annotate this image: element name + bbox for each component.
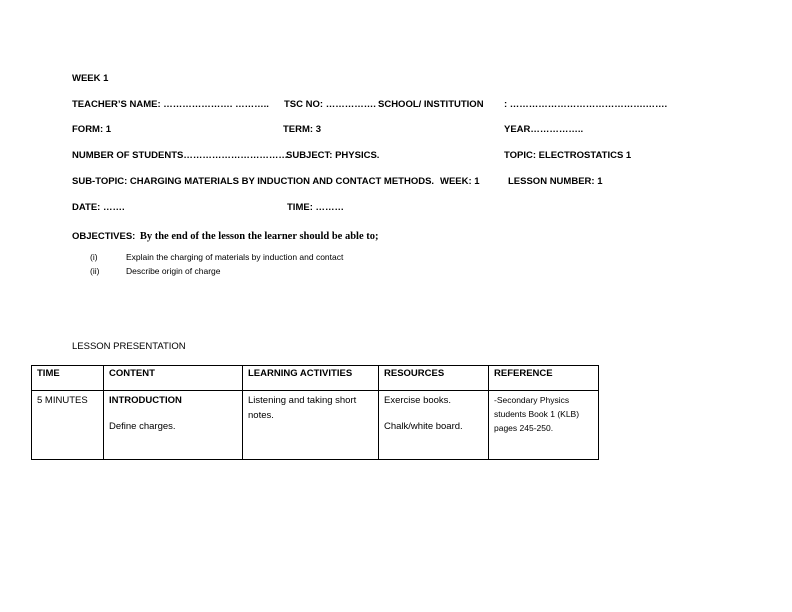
objectives-intro: By the end of the lesson the learner should be able to; (139, 231, 379, 242)
activities-line: Listening and taking short (248, 395, 357, 406)
reference-line: -Secondary Physics (494, 395, 570, 405)
header-resources: RESOURCES (379, 366, 489, 391)
table-header-row (32, 366, 599, 391)
cell-time (32, 391, 104, 460)
objective-number: (ii) (90, 266, 100, 276)
header-reference: REFERENCE (489, 366, 599, 391)
tsc-no-field: TSC NO: ……………. (284, 99, 376, 110)
week-field: WEEK: 1 (440, 176, 480, 187)
lesson-presentation-label: LESSON PRESENTATION (72, 341, 186, 352)
cell-resources (379, 391, 489, 460)
teachers-name-field: TEACHER’S NAME: …………………. ……….. (72, 99, 269, 110)
header-time: TIME (32, 366, 104, 391)
cell-reference (489, 391, 599, 460)
time-value: 5 MINUTES (37, 395, 88, 406)
lesson-number-field: LESSON NUMBER: 1 (508, 176, 603, 187)
term-field: TERM: 3 (283, 124, 321, 135)
cell-activities (243, 391, 379, 460)
objective-number: (i) (90, 252, 98, 262)
objective-text: Describe origin of charge (126, 266, 221, 276)
objective-text: Explain the charging of materials by induction and contact (126, 252, 344, 262)
school-value: : …………………………………….……. (504, 99, 668, 110)
objectives-label: OBJECTIVES: (72, 231, 136, 242)
subject-field: SUBJECT: PHYSICS. (286, 150, 380, 161)
lesson-table (31, 365, 599, 460)
date-field: DATE: ……. (72, 202, 125, 213)
resources-line: Exercise books. (384, 395, 452, 406)
cell-content (104, 391, 243, 460)
header-learning-activities: LEARNING ACTIVITIES (243, 366, 379, 391)
school-label: SCHOOL/ INSTITUTION (378, 99, 484, 110)
number-of-students-field: NUMBER OF STUDENTS…………………………… (72, 150, 288, 161)
sub-topic-field: SUB-TOPIC: CHARGING MATERIALS BY INDUCTION AND CONTACT METHODS. (72, 176, 435, 187)
topic-field: TOPIC: ELECTROSTATICS 1 (504, 150, 632, 161)
table-row (32, 391, 599, 460)
time-field: TIME: ……… (287, 202, 344, 213)
activities-line: notes. (248, 410, 274, 421)
content-title: INTRODUCTION (109, 395, 182, 406)
resources-line: Chalk/white board. (384, 421, 463, 432)
reference-line: pages 245-250. (494, 423, 554, 433)
header-content: CONTENT (104, 366, 243, 391)
reference-line: students Book 1 (KLB) (494, 409, 580, 419)
year-field: YEAR…………….. (504, 124, 584, 135)
form-field: FORM: 1 (72, 124, 112, 135)
week-label: WEEK 1 (72, 73, 109, 84)
objectives-line (72, 226, 379, 244)
content-body: Define charges. (109, 421, 176, 432)
